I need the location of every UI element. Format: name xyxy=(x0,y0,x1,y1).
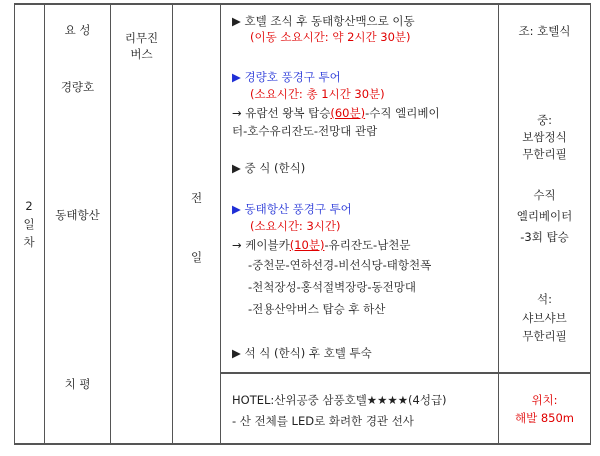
place-dongtaehangsan: 동태항산 xyxy=(55,208,100,222)
item2-line1 xyxy=(232,106,440,121)
item2-line1-duration: (60분) xyxy=(330,106,366,120)
meal-lunch-label: 중: xyxy=(537,113,552,127)
note-line-2: 엘리베이터 xyxy=(516,209,573,223)
transport-line-2: 버스 xyxy=(130,47,153,61)
item2-time: (소요시간: 총 1시간 30분) xyxy=(250,87,385,101)
meal-dinner-menu: 샤브샤브 xyxy=(522,311,567,325)
item4-line4: -전용산악버스 탑승 후 하산 xyxy=(248,302,386,316)
item4-line2: -중천문-연하선경-비선식당-태항천폭 xyxy=(248,258,432,272)
place-yoseong: 요 성 xyxy=(64,23,91,37)
hotel-name: HOTEL:산위공중 삼풍호텔★★★★(4성급) xyxy=(232,393,447,407)
duration-char-il: 일 xyxy=(190,250,203,264)
item1-title: ▶ 호텔 조식 후 동태항산맥으로 이동 xyxy=(232,14,415,28)
transport-line-1: 리무진 xyxy=(124,31,159,45)
location-elevation: 해발 850m xyxy=(514,411,575,425)
item4-time: (소요시간: 3시간) xyxy=(250,219,341,233)
item1-time: (이동 소요시간: 약 2시간 30분) xyxy=(250,30,411,44)
col-divider-2 xyxy=(110,3,111,445)
meal-dinner-label: 석: xyxy=(537,292,552,306)
hotel-description: - 산 전체를 LED로 화려한 경관 선사 xyxy=(232,414,414,428)
day-char-cha: 차 xyxy=(23,235,35,249)
table-border-top xyxy=(14,3,591,5)
item2-title: ▶ 경량호 풍경구 투어 xyxy=(232,70,341,84)
day-number: 2 xyxy=(25,199,33,213)
table-border-right xyxy=(590,3,591,445)
note-line-1: 수직 xyxy=(533,188,556,202)
meal-dinner-note: 무한리필 xyxy=(522,329,567,343)
meal-lunch-note: 무한리필 xyxy=(522,147,567,161)
col-divider-3 xyxy=(172,3,173,445)
item2-line1-a: → 유람선 왕복 탑승 xyxy=(232,106,331,120)
place-gyeongryangho: 경량호 xyxy=(60,80,95,94)
location-label: 위치: xyxy=(531,393,558,407)
item2-line2: 터-호수유리잔도-전망대 관람 xyxy=(232,124,378,138)
col-divider-4 xyxy=(220,3,221,445)
duration-char-jeon: 전 xyxy=(190,191,203,205)
table-border-bottom xyxy=(14,443,591,445)
row-divider-hotel xyxy=(220,372,591,374)
item4-line1-a: → 케이블카 xyxy=(232,238,290,252)
item4-line1-duration: (10분) xyxy=(289,238,325,252)
item4-line3: -천척장성-홍석절벽장랑-동전망대 xyxy=(248,280,416,294)
note-line-3: -3회 탑승 xyxy=(520,230,569,244)
item4-line1 xyxy=(232,238,411,253)
item4-line1-c: -유리잔도-남천문 xyxy=(324,238,411,252)
day-char-il: 일 xyxy=(23,217,35,231)
item2-line1-c: -수직 엘리베이 xyxy=(365,106,440,120)
col-divider-5 xyxy=(498,3,499,445)
item5-dinner: ▶ 석 식 (한식) 후 호텔 투숙 xyxy=(232,346,372,360)
meal-breakfast: 조: 호텔식 xyxy=(518,24,571,38)
item3-lunch: ▶ 중 식 (한식) xyxy=(232,161,306,175)
meal-lunch-menu: 보쌈정식 xyxy=(522,130,567,144)
item4-title: ▶ 동태항산 풍경구 투어 xyxy=(232,202,352,216)
place-chipyeong: 치 평 xyxy=(64,377,91,391)
